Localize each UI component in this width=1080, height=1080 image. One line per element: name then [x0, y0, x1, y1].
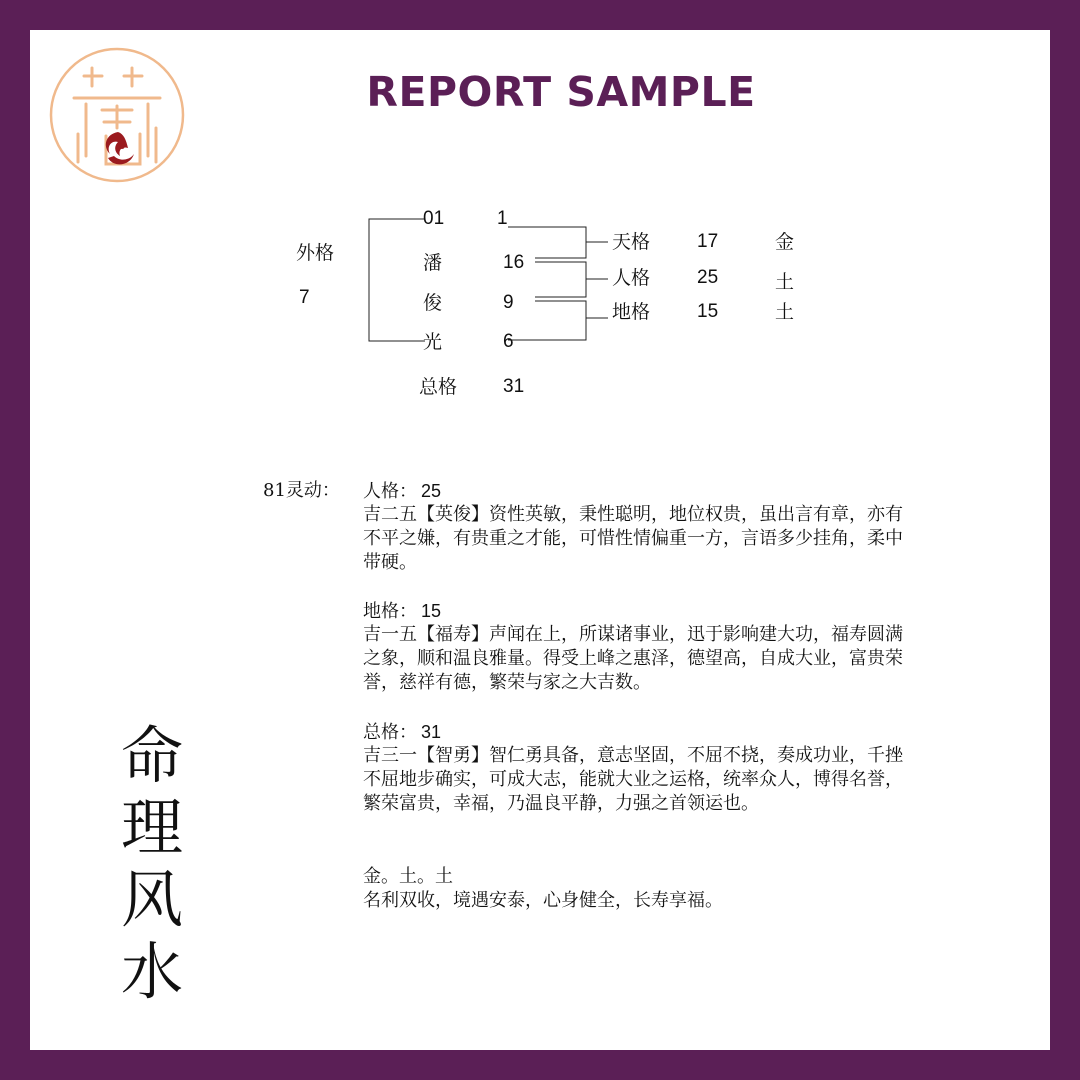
summary-block [363, 865, 1003, 913]
outer-grid-label: 外格 [296, 242, 335, 264]
brand-char: 理 [120, 791, 183, 864]
name-row-stroke: 9 [503, 292, 514, 313]
entry-label: 总格： [363, 722, 417, 742]
name-row-char: 光 [423, 331, 443, 353]
name-row-stroke: 16 [503, 252, 525, 273]
entry-heading [363, 720, 1003, 744]
name-row-char: 01 [423, 208, 445, 229]
grid-label: 人格 [612, 267, 651, 289]
grid-element: 土 [775, 271, 795, 293]
summary-elements: 金。土。土 [363, 866, 453, 887]
name-row-stroke: 1 [497, 208, 508, 229]
name-row-stroke: 6 [503, 331, 514, 352]
entry-text-line: 带硬。 [363, 552, 417, 573]
entry-text-line: 繁荣富贵，幸福，乃温良平静，力强之首领运也。 [363, 793, 759, 814]
entry-value: 31 [421, 722, 442, 742]
entry-label: 地格： [363, 601, 417, 621]
entry-text-line: 不屈地步确实，可成大志，能就大业之运格，统率众人，博得名誉， [363, 769, 903, 790]
grid-value: 15 [697, 301, 719, 322]
name-row-char: 潘 [423, 252, 443, 274]
entry-text-line: 吉一五【福寿】声闻在上，所谋诸事业，迅于影响建大功，福寿圆满 [363, 624, 903, 645]
entry-text-line: 誉，慈祥有德，繁荣与家之大吉数。 [363, 672, 651, 693]
brand-char: 风 [120, 863, 183, 936]
entry-text-line: 之象，顺和温良雅量。得受上峰之惠泽，德望高，自成大业，富贵荣 [363, 648, 903, 669]
name-row-char: 俊 [423, 292, 443, 314]
entry-text-line: 吉三一【智勇】智仁勇具备，意志坚固，不屈不挠，奏成功业，千挫 [363, 745, 903, 766]
grid-element: 土 [775, 301, 795, 323]
analysis-entry [363, 479, 1003, 575]
analysis-entry [363, 599, 1003, 695]
entry-heading [363, 599, 1003, 623]
entry-label: 人格： [363, 481, 417, 501]
grid-element: 金 [775, 231, 795, 253]
brand-vertical-text [112, 720, 192, 1008]
grid-value: 25 [697, 267, 719, 288]
entry-value: 25 [421, 481, 442, 501]
grid-label: 地格 [612, 301, 651, 323]
page-title: REPORT SAMPLE [366, 68, 756, 116]
entry-value: 15 [421, 601, 442, 621]
total-grid-value: 31 [503, 376, 525, 397]
brand-char: 水 [120, 935, 183, 1008]
entry-text-line: 吉二五【英俊】资性英敏，秉性聪明，地位权贵，虽出言有章，亦有 [363, 504, 903, 525]
entry-heading [363, 479, 1003, 503]
analysis-entry [363, 720, 1003, 816]
grid-value: 17 [697, 231, 719, 252]
total-grid-label: 总格 [419, 376, 458, 398]
section-label-81: 81灵动： [263, 480, 340, 501]
outer-grid-value: 7 [299, 287, 310, 308]
grid-label: 天格 [612, 231, 651, 253]
entry-text-line: 不平之嫌，有贵重之才能，可惜性情偏重一方，言语多少挂角，柔中 [363, 528, 903, 549]
brand-char: 命 [120, 719, 183, 792]
summary-text: 名利双收，境遇安泰，心身健全，长寿享福。 [363, 890, 723, 911]
